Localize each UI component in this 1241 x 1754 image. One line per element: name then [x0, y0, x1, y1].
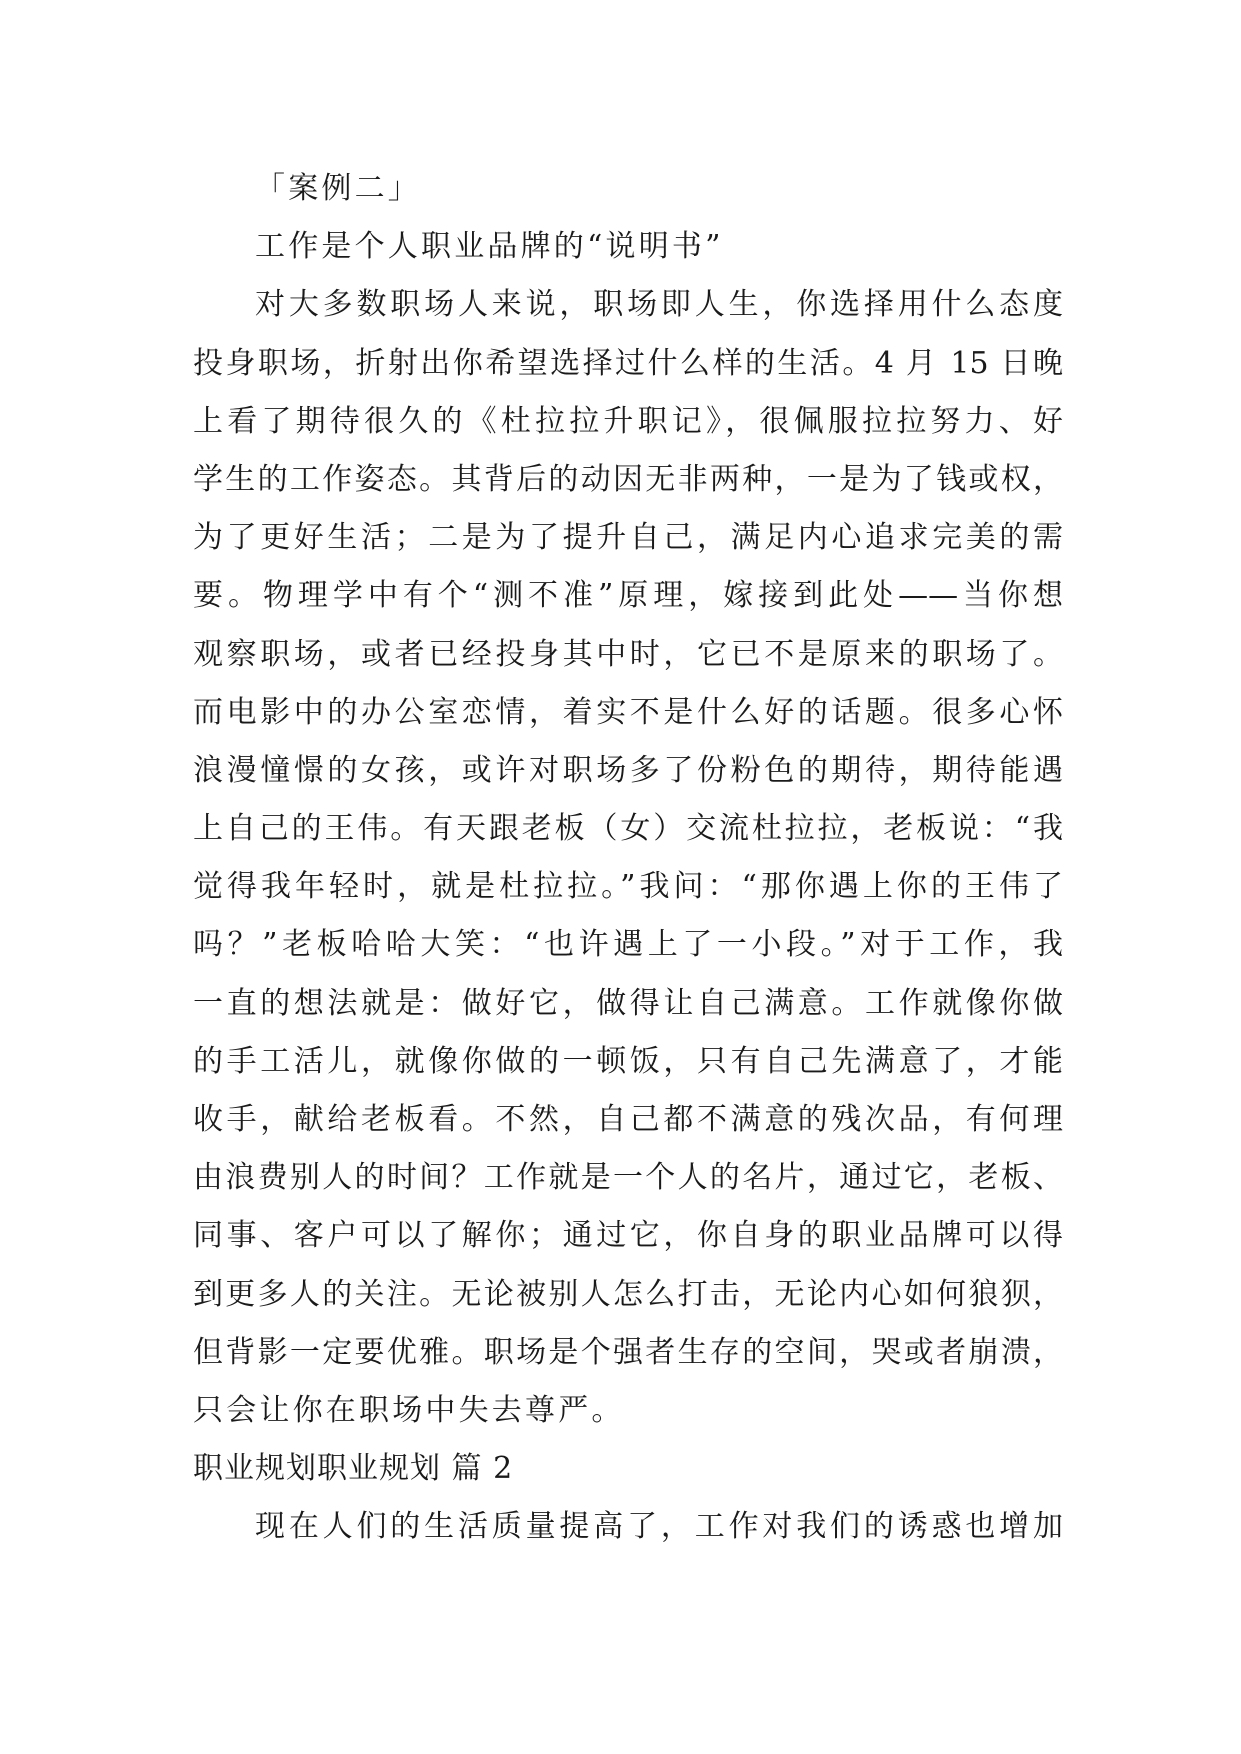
paragraph-line: 觉得我年轻时，就是杜拉拉。”我问：“那你遇上你的王伟了 — [193, 869, 1063, 905]
paragraph-line: 对大多数职场人来说，职场即人生，你选择用什么态度 — [255, 287, 1063, 323]
paragraph-line: 要。物理学中有个“测不准”原理，嫁接到此处——当你想 — [193, 578, 1063, 614]
paragraph-line: 同事、客户可以了解你；通过它，你自身的职业品牌可以得 — [193, 1218, 1063, 1254]
paragraph-line: 但背影一定要优雅。职场是个强者生存的空间，哭或者崩溃， — [193, 1334, 1063, 1370]
paragraph-line: 为了更好生活；二是为了提升自己，满足内心追求完美的需 — [193, 520, 1063, 556]
paragraph-line: 浪漫憧憬的女孩，或许对职场多了份粉色的期待，期待能遇 — [193, 752, 1063, 788]
paragraph-line: 的手工活儿，就像你做的一顿饭，只有自己先满意了，才能 — [193, 1043, 1063, 1079]
paragraph-line: 而电影中的办公室恋情，着实不是什么好的话题。很多心怀 — [193, 694, 1063, 730]
paragraph-line: 上自己的王伟。有天跟老板（女）交流杜拉拉，老板说：“我 — [193, 811, 1063, 847]
paragraph-line: 学生的工作姿态。其背后的动因无非两种，一是为了钱或权， — [193, 461, 1063, 497]
main-paragraph — [193, 276, 1063, 1440]
paragraph-last-line: 只会让你在职场中失去尊严。 — [193, 1392, 625, 1428]
chapter-heading: 职业规划职业规划 篇 2 — [193, 1451, 514, 1487]
section-title: 工作是个人职业品牌的“说明书” — [255, 229, 724, 265]
paragraph-line: 一直的想法就是：做好它，做得让自己满意。工作就像你做 — [193, 985, 1063, 1021]
paragraph-line: 到更多人的关注。无论被别人怎么打击，无论内心如何狼狈， — [193, 1276, 1063, 1312]
document-body — [193, 160, 1063, 1557]
paragraph-line: 吗？”老板哈哈大笑：“也许遇上了一小段。”对于工作，我 — [193, 927, 1063, 963]
next-paragraph-line: 现在人们的生活质量提高了，工作对我们的诱惑也增加 — [255, 1509, 1063, 1545]
paragraph-line: 收手，献给老板看。不然，自己都不满意的残次品，有何理 — [193, 1102, 1063, 1137]
paragraph-line: 观察职场，或者已经投身其中时，它已不是原来的职场了。 — [193, 636, 1063, 672]
paragraph-line: 由浪费别人的时间？工作就是一个人的名片，通过它，老板、 — [193, 1160, 1063, 1196]
paragraph-line: 上看了期待很久的《杜拉拉升职记》，很佩服拉拉努力、好 — [193, 403, 1063, 439]
case-label: 「案例二」 — [255, 171, 421, 206]
paragraph-line: 投身职场，折射出你希望选择过什么样的生活。4 月 15 日晚 — [193, 345, 1063, 381]
